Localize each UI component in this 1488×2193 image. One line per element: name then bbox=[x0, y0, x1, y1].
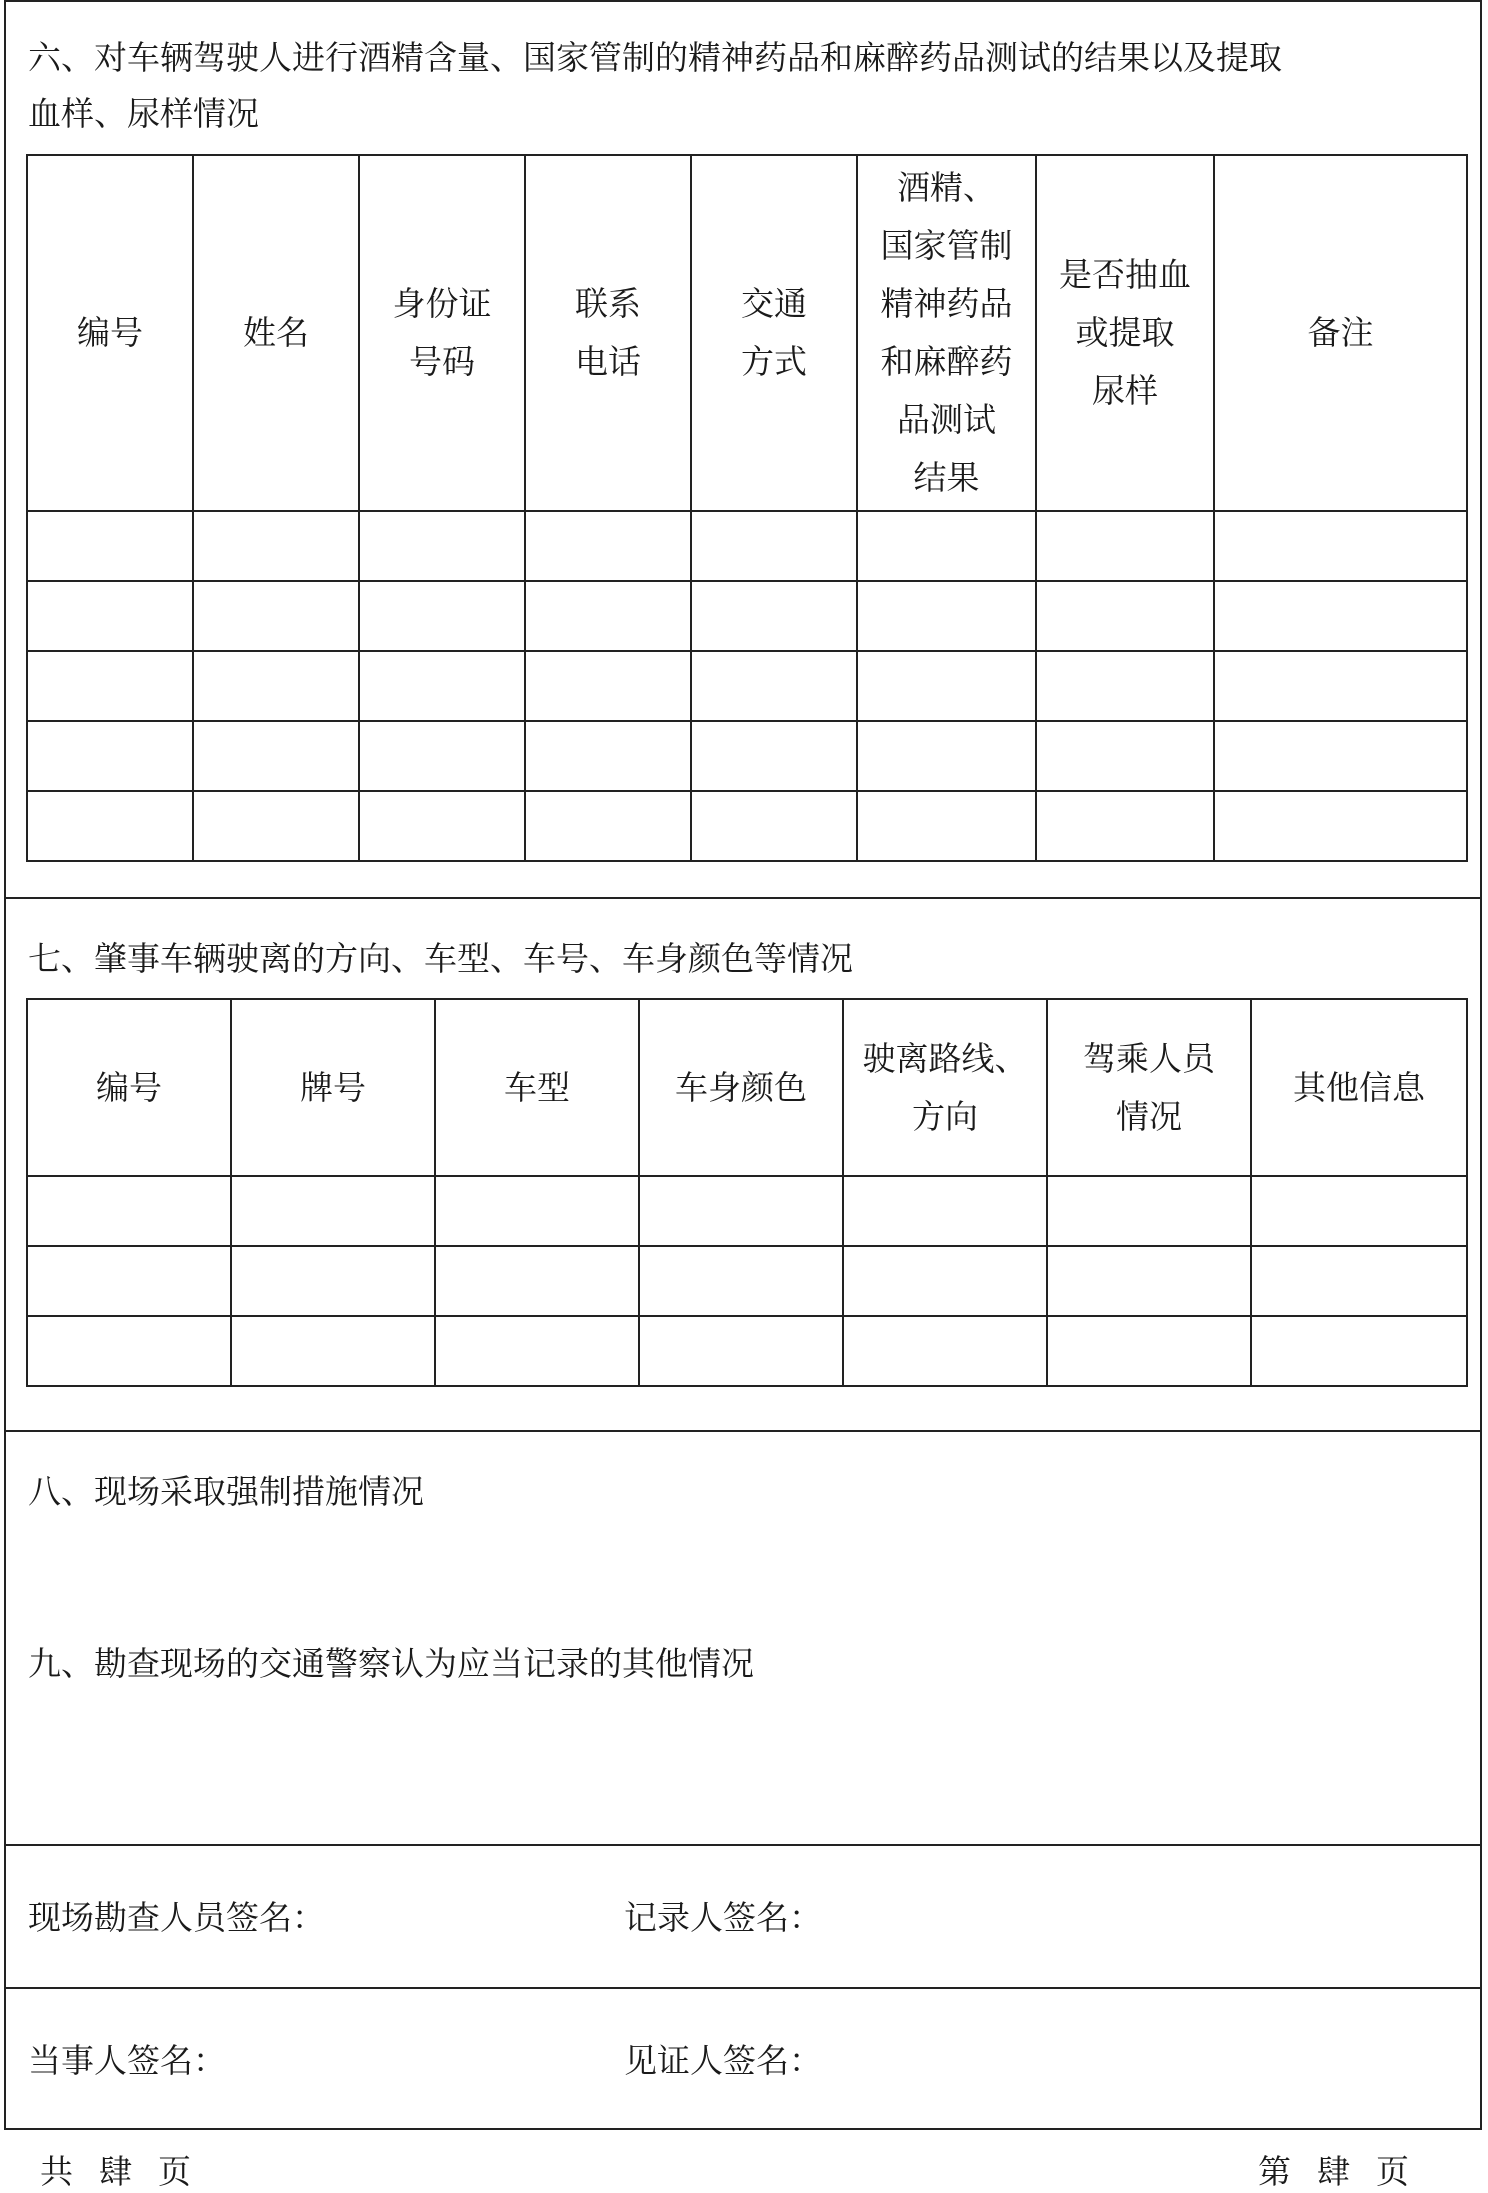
vehicle-info-cell[interactable] bbox=[435, 1316, 639, 1386]
test-results-header-text: 酒精、 bbox=[897, 168, 996, 207]
test-results-cell[interactable] bbox=[193, 511, 359, 581]
test-results-row bbox=[27, 791, 1467, 861]
vehicle-info-cell[interactable] bbox=[1047, 1316, 1251, 1386]
vehicle-info-header-cell bbox=[1047, 999, 1251, 1176]
inspector-signature-label: 现场勘查人员签名： bbox=[28, 1898, 325, 1937]
vehicle-info-row bbox=[27, 1246, 1467, 1316]
test-results-header-text: 身份证 bbox=[392, 284, 492, 323]
vehicle-info-header-text: 其他信息 bbox=[1293, 1067, 1425, 1107]
vehicle-info-header-text: 牌号 bbox=[300, 1067, 366, 1107]
test-results-header-text: 精神药品 bbox=[880, 284, 1013, 323]
test-results-row bbox=[27, 511, 1467, 581]
vehicle-info-cell[interactable] bbox=[1251, 1176, 1467, 1246]
test-results-cell[interactable] bbox=[193, 791, 359, 861]
vehicle-info-header-text: 编号 bbox=[96, 1067, 162, 1107]
section-7-heading: 七、肇事车辆驶离的方向、车型、车号、车身颜色等情况 bbox=[28, 939, 853, 978]
test-results-header-text: 方式 bbox=[741, 342, 807, 381]
vehicle-info-header-text: 车型 bbox=[504, 1067, 570, 1107]
test-results-cell[interactable] bbox=[359, 721, 525, 791]
test-results-header-cell bbox=[359, 155, 525, 511]
vehicle-info-header-cell bbox=[639, 999, 843, 1176]
test-results-cell[interactable] bbox=[857, 651, 1036, 721]
test-results-cell[interactable] bbox=[193, 721, 359, 791]
test-results-header-text: 编号 bbox=[77, 313, 143, 352]
test-results-header-text: 国家管制 bbox=[880, 226, 1013, 265]
vehicle-info-header-cell bbox=[843, 999, 1047, 1176]
test-results-cell[interactable] bbox=[691, 581, 857, 651]
test-results-cell[interactable] bbox=[1036, 721, 1214, 791]
test-results-cell[interactable] bbox=[193, 651, 359, 721]
test-results-cell[interactable] bbox=[525, 511, 691, 581]
test-results-cell[interactable] bbox=[1036, 651, 1214, 721]
test-results-cell[interactable] bbox=[27, 721, 193, 791]
test-results-cell[interactable] bbox=[1214, 721, 1467, 791]
section-8-heading: 八、现场采取强制措施情况 bbox=[28, 1472, 424, 1511]
section-7 bbox=[6, 899, 1480, 1432]
section-9-heading: 九、勘查现场的交通警察认为应当记录的其他情况 bbox=[28, 1644, 754, 1683]
test-results-header-text: 交通 bbox=[741, 284, 807, 323]
test-results-cell[interactable] bbox=[359, 791, 525, 861]
test-results-cell[interactable] bbox=[691, 721, 857, 791]
vehicle-info-header-cell bbox=[27, 999, 231, 1176]
test-results-header-text: 和麻醉药 bbox=[880, 342, 1013, 381]
test-results-header-text: 品测试 bbox=[897, 400, 996, 439]
section-6-heading-line2: 血样、尿样情况 bbox=[28, 94, 259, 133]
test-results-header-text: 号码 bbox=[409, 342, 475, 381]
vehicle-info-header-text: 驾乘人员 bbox=[1083, 1038, 1215, 1078]
witness-signature-label: 见证人签名： bbox=[624, 2041, 822, 2080]
vehicle-info-row bbox=[27, 1316, 1467, 1386]
vehicle-info-cell[interactable] bbox=[27, 1176, 231, 1246]
test-results-cell[interactable] bbox=[1214, 581, 1467, 651]
vehicle-info-header-cell bbox=[1251, 999, 1467, 1176]
vehicle-info-cell[interactable] bbox=[639, 1316, 843, 1386]
vehicle-info-header-text: 车身颜色 bbox=[675, 1067, 807, 1107]
test-results-cell[interactable] bbox=[1036, 791, 1214, 861]
vehicle-info-cell[interactable] bbox=[1251, 1246, 1467, 1316]
section-6 bbox=[6, 2, 1480, 899]
form-frame bbox=[4, 0, 1482, 2130]
test-results-cell[interactable] bbox=[525, 721, 691, 791]
vehicle-info-header-row bbox=[27, 999, 1467, 1176]
test-results-cell[interactable] bbox=[193, 581, 359, 651]
signature-row-2 bbox=[6, 1989, 1480, 2128]
test-results-row bbox=[27, 651, 1467, 721]
vehicle-info-header-text: 方向 bbox=[912, 1096, 978, 1136]
test-results-cell[interactable] bbox=[525, 581, 691, 651]
test-results-header-text: 结果 bbox=[913, 458, 980, 497]
page-number: 第肆页 bbox=[1258, 2152, 1435, 2191]
vehicle-info-cell[interactable] bbox=[231, 1316, 435, 1386]
test-results-cell[interactable] bbox=[1036, 581, 1214, 651]
test-results-cell[interactable] bbox=[359, 651, 525, 721]
vehicle-info-cell[interactable] bbox=[1047, 1176, 1251, 1246]
test-results-header-cell bbox=[193, 155, 359, 511]
test-results-cell[interactable] bbox=[1036, 511, 1214, 581]
vehicle-info-cell[interactable] bbox=[231, 1246, 435, 1316]
recorder-signature-label: 记录人签名： bbox=[624, 1898, 822, 1937]
test-results-cell[interactable] bbox=[1214, 791, 1467, 861]
vehicle-info-header-text: 驶离路线、 bbox=[862, 1038, 1028, 1078]
test-results-cell[interactable] bbox=[525, 791, 691, 861]
test-results-cell[interactable] bbox=[1214, 511, 1467, 581]
test-results-cell[interactable] bbox=[857, 581, 1036, 651]
vehicle-info-header-cell bbox=[231, 999, 435, 1176]
test-results-cell[interactable] bbox=[27, 791, 193, 861]
test-results-cell[interactable] bbox=[1214, 651, 1467, 721]
signature-row-1 bbox=[6, 1846, 1480, 1989]
vehicle-info-cell[interactable] bbox=[843, 1246, 1047, 1316]
test-results-header-text: 是否抽血 bbox=[1059, 255, 1191, 294]
vehicle-info-cell[interactable] bbox=[843, 1316, 1047, 1386]
test-results-header-cell bbox=[27, 155, 193, 511]
vehicle-info-cell[interactable] bbox=[435, 1246, 639, 1316]
test-results-cell[interactable] bbox=[857, 721, 1036, 791]
test-results-header-cell bbox=[1036, 155, 1214, 511]
test-results-header-cell bbox=[525, 155, 691, 511]
vehicle-info-cell[interactable] bbox=[231, 1176, 435, 1246]
section-6-heading-line1: 六、对车辆驾驶人进行酒精含量、国家管制的精神药品和麻醉药品测试的结果以及提取 bbox=[28, 38, 1282, 77]
test-results-cell[interactable] bbox=[525, 651, 691, 721]
test-results-header-text: 联系 bbox=[575, 284, 641, 323]
test-results-row bbox=[27, 721, 1467, 791]
test-results-cell[interactable] bbox=[691, 651, 857, 721]
test-results-header-text: 备注 bbox=[1307, 313, 1374, 352]
test-results-table bbox=[26, 154, 1468, 862]
test-results-cell[interactable] bbox=[359, 581, 525, 651]
vehicle-info-cell[interactable] bbox=[435, 1176, 639, 1246]
section-8-9 bbox=[6, 1432, 1480, 1846]
test-results-header-cell bbox=[691, 155, 857, 511]
test-results-header-text: 尿样 bbox=[1092, 371, 1158, 410]
vehicle-info-cell[interactable] bbox=[27, 1246, 231, 1316]
test-results-cell[interactable] bbox=[691, 791, 857, 861]
test-results-header-text: 姓名 bbox=[243, 313, 309, 352]
test-results-header-text: 或提取 bbox=[1075, 313, 1175, 352]
test-results-cell[interactable] bbox=[857, 791, 1036, 861]
vehicle-info-cell[interactable] bbox=[843, 1176, 1047, 1246]
vehicle-info-cell[interactable] bbox=[27, 1316, 231, 1386]
test-results-row bbox=[27, 581, 1467, 651]
test-results-header-cell bbox=[857, 155, 1036, 511]
vehicle-info-cell[interactable] bbox=[1047, 1246, 1251, 1316]
test-results-header-row bbox=[27, 155, 1467, 511]
test-results-cell[interactable] bbox=[359, 511, 525, 581]
test-results-cell[interactable] bbox=[857, 511, 1036, 581]
total-pages: 共肆页 bbox=[40, 2152, 217, 2191]
vehicle-info-header-cell bbox=[435, 999, 639, 1176]
test-results-cell[interactable] bbox=[27, 581, 193, 651]
vehicle-info-cell[interactable] bbox=[1251, 1316, 1467, 1386]
party-signature-label: 当事人签名： bbox=[28, 2041, 226, 2080]
vehicle-info-header-text: 情况 bbox=[1116, 1096, 1182, 1136]
test-results-cell[interactable] bbox=[27, 511, 193, 581]
test-results-header-cell bbox=[1214, 155, 1467, 511]
test-results-header-text: 电话 bbox=[575, 342, 641, 381]
test-results-cell[interactable] bbox=[27, 651, 193, 721]
test-results-cell[interactable] bbox=[691, 511, 857, 581]
vehicle-info-table bbox=[26, 998, 1468, 1387]
vehicle-info-cell[interactable] bbox=[639, 1176, 843, 1246]
vehicle-info-cell[interactable] bbox=[639, 1246, 843, 1316]
vehicle-info-row bbox=[27, 1176, 1467, 1246]
